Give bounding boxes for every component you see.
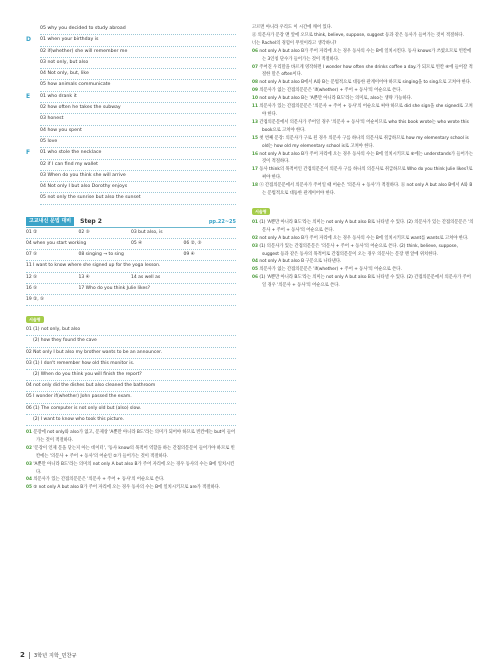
list-item: (2) When do you think you will finish the report?	[26, 370, 236, 381]
explanation: 05 의문사가 없는 간접의문문은 'if(whether) + 주어 + 동사'의 어순으로 쓴다.	[252, 267, 402, 273]
list-item: 05 why you decided to study abroad	[40, 24, 236, 35]
subjective-explanations	[252, 219, 474, 290]
list-item: 02 how often he takes the subway	[40, 103, 236, 114]
explanations-left	[26, 429, 236, 492]
subjective-badge: 서술형	[26, 316, 44, 323]
explanation: 06 (1) 'A뿐만 아니라 B도'라는 의미는 not only A but also B로 나타낼 수 있다. (2) 간접의문문에서 의문사가 주어일 경우 '의문사 + 동사'의 어순으로 쓴다.	[252, 275, 471, 289]
explanation: 11 의문사가 있는 간접의문문은 '의문사 + 주어 + 동사'의 어순으로 써야 하므로 did she sign을 she signed로 고쳐야 한다.	[252, 104, 473, 117]
footer-label: 3학년 지학_민찬규	[33, 652, 77, 659]
explanation: 17 동사 think의 목적어인 간접의문문이 의문사 구를 하나의 의문사로 취급하므로 Who do you think Julie likes?로 써야 한다.	[252, 167, 473, 181]
list-item: 01 who drank it	[40, 92, 236, 103]
explanation: 07 주어진 우리말을 바르게 영작하면 I wonder how often she drinks coffee a day.가 되므로 빈칸 ④에 들어갈 적절한 말은 often이다.	[252, 64, 473, 78]
left-column	[26, 24, 236, 492]
explanation: 08 not only A but also B에서 A와 B는 문법적으로 대등한 관계이어야 하므로 singing을 to sing으로 고쳐야 한다.	[252, 80, 472, 86]
list-item: 03 When do you think she will arrive	[40, 171, 236, 182]
list-item: 03 not only, but also	[40, 58, 236, 69]
explanation: 05 ⑤ not only A but also B가 주어 자리에 오는 경우 동사의 수는 B에 일치시키므로 are가 적절하다.	[26, 485, 221, 491]
answer-row: 04 when you start working 05 ④ 06 ②, ⑤	[26, 239, 236, 250]
explanation: 너는 Rachel의 경험이 무엇이라고 생각하니?	[252, 40, 337, 46]
subjective-badge-right: 서술형	[252, 208, 270, 215]
list-item: 01 (1) not only, but also	[26, 325, 236, 336]
explanation: 고르면 아니라 우리도 이 시간에 깨어 있다.	[252, 25, 333, 30]
explanation: 16 not only A but also B가 주어 자리에 오는 경우 동사의 수는 B에 일치시키므로 ⑥에는 understands가 들어가는 것이 적절하다.	[252, 151, 474, 165]
subjective-answers	[26, 325, 236, 426]
explanation: 02 '문장이 언제 문을 닫는지 아는 데이터', '동사 know의 목적어 역할을 하는 간접의문문이 들어가야 하므로 빈칸에는 '의문사 + 주어 + 동사'의 어순인 ②가 들어가는 것이 적절하다.	[26, 445, 235, 459]
explanation: 15 첫 번째 문장: 의문사가 구로 된 경우 의문사 구를 하나의 의문사로 취급하므로 how my elementary school is old는 how old my elementary school is로 고쳐야 한다.	[252, 135, 469, 149]
answer-row: 11 I want to know where she signed up for the yoga lesson.	[26, 261, 236, 272]
step-answers	[26, 228, 236, 306]
answer-row: 01 ② 02 ⑤ 03 but also, is	[26, 228, 236, 239]
answer-row: 12 ⑤ 13 ④ 14 as well as	[26, 273, 236, 284]
list-item: 04 not only did the dishes but also cleaned the bathroom	[26, 381, 236, 392]
step-header	[26, 217, 236, 228]
list-item: 05 not only the sunrise but also the sunset	[40, 193, 236, 204]
explanation: 06 not only A but also B가 주어 자리에 오는 경우 동사의 수는 B에 일치시킨다. 동사 knows가 쓰였으므로 빈칸에는 3인칭 단수가 들어가는 것이 적절하다.	[252, 48, 472, 62]
answer-row: 07 ⑤ 08 singing → to sing 09 ④	[26, 250, 236, 261]
explanation: 01 문장에 not only와 also가 없고, 문제상 'A뿐만 아니라 B도'라는 의미가 되어야 하므로 빈칸에는 but이 들어가는 것이 적절하다.	[26, 430, 236, 443]
list-item: 02 Not only I but also my brother wants to be an announcer.	[26, 348, 236, 359]
explanation: 04 의문사가 있는 간접의문문은 '의문사 + 주어 + 동사'의 어순으로 쓴다.	[26, 477, 165, 483]
explanation: 03 'A뿐만 아니라 B도'라는 의미의 not only A but also B가 주어 자리에 오는 경우 동사의 수는 B에 일치시킨다.	[26, 461, 235, 475]
explanation: ⓓ 의문사가 문장 맨 앞에 오므로 think, believe, suppose, suggest 등과 같은 동사가 들어가는 것이 적절하다.	[252, 32, 464, 38]
section-letter: D	[26, 36, 31, 44]
explanation: 10 not only A but also B는 'A뿐만 아니라 B도'라는 의미로, also는 생략 가능하다.	[252, 96, 413, 102]
page-number: 2	[20, 651, 25, 659]
explanations-right	[252, 24, 474, 198]
list-item: 03 honest	[40, 114, 236, 125]
answer-row: 16 ⑤ 17 Who do you think Julie likes?	[26, 284, 236, 295]
explanation: 09 의문사가 없는 간접의문문은 'if(whether) + 주어 + 동사'의 어순으로 쓴다.	[252, 88, 402, 94]
explanation: 13 간접의문문에서 의문사가 주어일 경우 '의문사 + 동사'의 어순이므로 who this book wrote는 who wrote this book으로 고쳐야 한다.	[252, 119, 469, 133]
section-letter: F	[26, 149, 31, 157]
answer-row: 19 ②, ⑤	[26, 295, 236, 306]
explanation: 01 (1) 'A뿐만 아니라 B도'라는 의미는 not only A but also B로 나타낼 수 있다. (2) 의문사가 있는 간접의문문은 '의문사 + 주어 + 동사'의 어순으로 쓴다.	[252, 219, 474, 233]
section-d	[26, 35, 236, 91]
section-f	[26, 148, 236, 204]
list-item: 02 if I can find my wallet	[40, 160, 236, 171]
explanation: 18 ⓐ 간접의문문에서 의문사가 주어일 때 어순은 '의문사 + 동사'가 적절하다. ⓑ not only A but also B에서 A와 B는 문법적으로 대등한 관계이어야 한다.	[252, 183, 473, 197]
list-item: 03 (1) I don't remember how old this monitor is.	[26, 359, 236, 370]
explanation: 04 not only A but also B 구문으로 나타낸다.	[252, 259, 342, 265]
section-letter: E	[26, 92, 31, 100]
list-item: 05 how animals communicate	[40, 80, 236, 91]
list-item: 01 when your birthday is	[40, 35, 236, 46]
list-item: 04 how you spent	[40, 126, 236, 137]
list-item: 02 if(whether) she will remember me	[40, 47, 236, 58]
list-item: 06 (1) The computer is not only old but (also) slow.	[26, 404, 236, 415]
list-item: 05 I wonder if(whether) John passed the exam.	[26, 392, 236, 403]
explanation: 03 (1) 의문사가 있는 간접의문문은 '의문사 + 주어 + 동사'의 어순으로 쓴다. (2) think, believe, suppose, suggest 등과 같은 동사의 목적어로 간접의문문이 오는 경우 의문사는 문장 맨 앞에 위치한다.	[252, 243, 458, 257]
step-title: Step 2	[80, 218, 102, 226]
list-item: 01 who stole the necklace	[40, 148, 236, 159]
footer-divider	[29, 652, 30, 659]
page-footer	[20, 651, 77, 659]
list-item: 04 Not only I but also Dorothy enjoys	[40, 182, 236, 193]
list-item: (2) I want to know who took this picture.	[26, 415, 236, 426]
section-e	[26, 92, 236, 148]
list-item: 04 Not only, but, like	[40, 69, 236, 80]
explanation: 02 not only A but also B가 주어 자리에 오는 경우 동사의 수는 B에 일치시키므로 want를 wants로 고쳐야 한다.	[252, 235, 469, 241]
list-item: (2) how they found the cave	[26, 336, 236, 347]
page-range: pp.22~25	[208, 218, 236, 225]
right-column	[252, 24, 474, 290]
section-d-partial	[26, 24, 236, 35]
list-item: 05 love	[40, 137, 236, 148]
step-badge: 고교내신 문법 대비	[26, 217, 74, 226]
